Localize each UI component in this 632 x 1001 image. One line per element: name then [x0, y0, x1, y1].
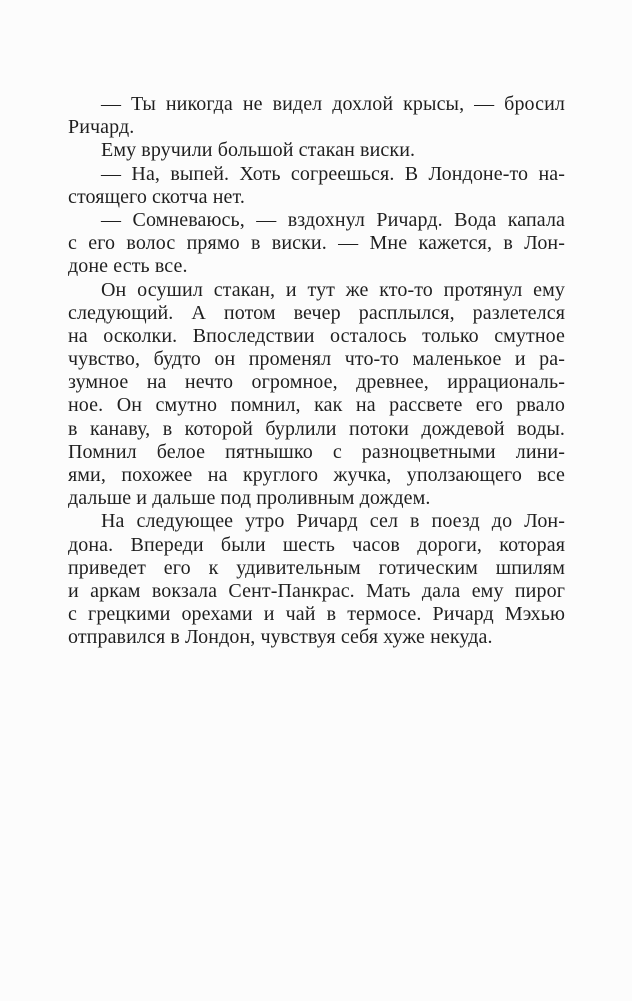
text-line: дальше и дальше под проливным дождем. [68, 487, 431, 510]
text-line: Помнил белое пятнышко с разноцветными лини- [68, 440, 565, 463]
text-line: приведет его к удивительным готическим шпилям [68, 556, 565, 579]
text-line: с его волос прямо в виски. — Мне кажется, в Лон- [68, 232, 565, 255]
paragraph [68, 139, 565, 162]
text-line: с грецкими орехами и чай в термосе. Ричард Мэхью [68, 603, 565, 626]
text-block [68, 93, 565, 650]
paragraph [68, 510, 565, 649]
text-line: — На, выпей. Хоть согреешься. В Лондоне-то на- [101, 162, 565, 185]
text-line: Ему вручили большой стакан виски. [101, 139, 416, 162]
text-line: дона. Впереди были шесть часов дороги, которая [68, 533, 565, 556]
text-line: стоящего скотча нет. [68, 185, 245, 208]
paragraph [68, 93, 565, 139]
text-line: — Ты никогда не видел дохлой крысы, — бросил [101, 93, 565, 115]
text-line: зумное на нечто огромное, древнее, иррациональ- [68, 371, 565, 394]
text-line: Ричард. [68, 116, 135, 139]
text-line: отправился в Лондон, чувствуя себя хуже некуда. [68, 626, 493, 649]
text-line: доне есть все. [68, 255, 188, 278]
text-line: и аркам вокзала Сент-Панкрас. Мать дала ему пирог [68, 579, 565, 602]
text-line: — Сомневаюсь, — вздохнул Ричард. Вода капала [101, 208, 565, 231]
text-line: ное. Он смутно помнил, как на рассвете его рвало [68, 394, 565, 417]
text-line: следующий. А потом вечер расплылся, разлетелся [68, 301, 565, 324]
paragraph [68, 279, 565, 511]
paragraph [68, 163, 565, 209]
text-line: на осколки. Впоследствии осталось только смутное [68, 324, 565, 347]
paragraph [68, 209, 565, 279]
text-line: чувство, будто он променял что-то маленькое и ра- [68, 348, 565, 371]
text-line: в канаву, в которой бурлили потоки дождевой воды. [68, 417, 565, 440]
text-line: Он осушил стакан, и тут же кто-то протянул ему [101, 278, 565, 301]
text-line: ями, похожее на круглого жучка, уползающего все [68, 464, 565, 486]
text-line: На следующее утро Ричард сел в поезд до Лон- [101, 510, 565, 533]
